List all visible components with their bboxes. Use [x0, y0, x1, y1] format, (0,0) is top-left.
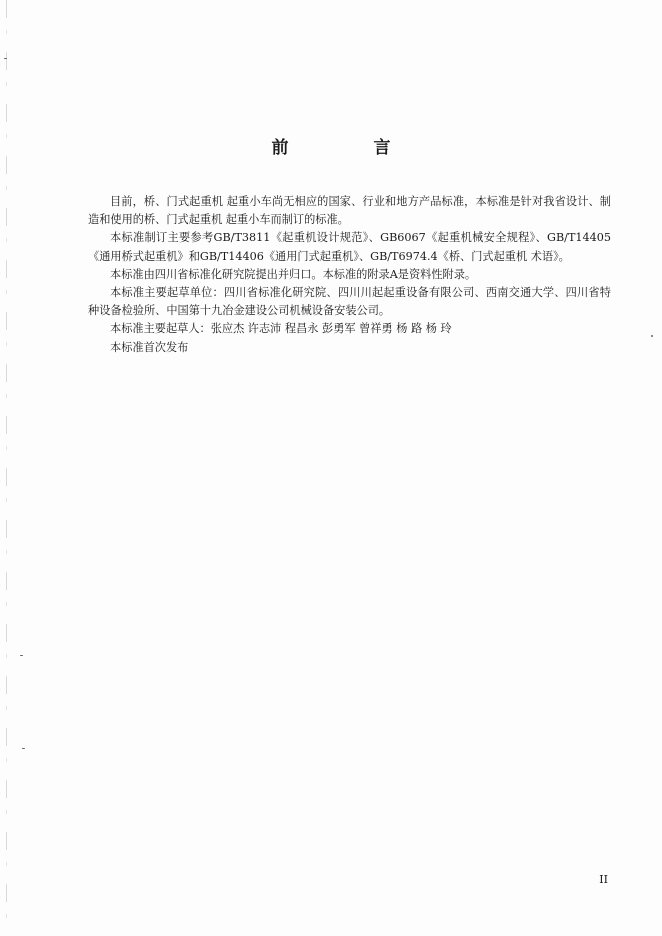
scan-speck: [4, 58, 7, 59]
page-number: II: [599, 873, 608, 886]
scan-speck: [22, 748, 25, 749]
scan-speck: [651, 335, 653, 337]
scan-speck: [20, 655, 23, 656]
paragraph-scope: 目前，桥、门式起重机 起重小车尚无相应的国家、行业和地方产品标准，本标准是针对我省设计、制造和使用的桥、门式起重机 起重小车而制订的标准。: [88, 195, 611, 227]
paragraph-drafters: 本标准主要起草人：张应杰 许志沛 程昌永 彭勇军 曾祥勇 杨 路 杨 玲: [110, 322, 452, 336]
paragraph-drafting-units: 本标准主要起草单位：四川省标准化研究院、四川川起起重设备有限公司、西南交通大学、四川省特种设备检验所、中国第十九冶金建设公司机械设备安装公司。: [88, 286, 611, 318]
page-title: 前 言: [271, 138, 425, 158]
paragraph-references: 本标准制订主要参考GB/T3811《起重机设计规范》、GB6067《起重机械安全规程》、GB/T14405《通用桥式起重机》和GB/T14406《通用门式起重机》、GB/T6974.4《桥、门式起重机 术语》。: [88, 231, 611, 263]
paragraph-first-release: 本标准首次发布: [110, 340, 189, 354]
foreword-body: [88, 193, 611, 357]
paragraph-proposer: 本标准由四川省标准化研究院提出并归口。本标准的附录A是资料性附录。: [110, 267, 477, 281]
